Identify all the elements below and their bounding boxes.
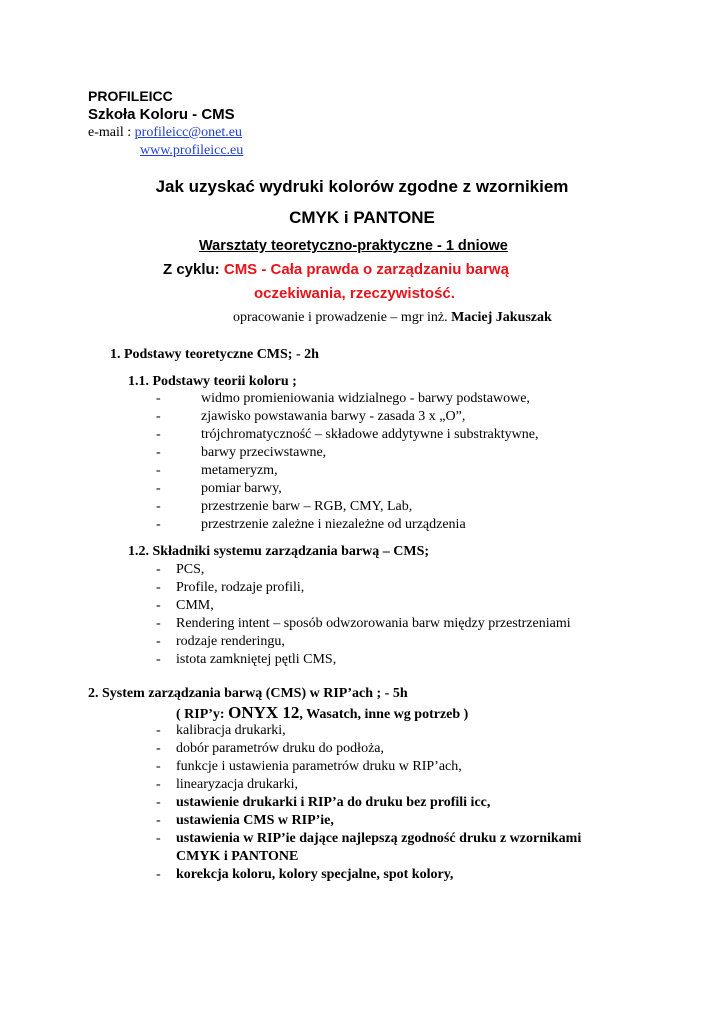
list-item: pomiar barwy, bbox=[201, 481, 282, 496]
list-item: barwy przeciwstawne, bbox=[201, 445, 327, 460]
school-name: Szkoła Koloru - CMS bbox=[88, 106, 235, 123]
bullet-dash: - bbox=[156, 463, 161, 478]
list-item: trójchromatyczność – składowe addytywne i substraktywne, bbox=[201, 427, 539, 442]
section-1-heading: 1. Podstawy teoretyczne CMS; - 2h bbox=[110, 347, 319, 362]
list-item: funkcje i ustawienia parametrów druku w RIP’ach, bbox=[176, 759, 462, 774]
author-prefix: opracowanie i prowadzenie – mgr inż. bbox=[233, 310, 448, 325]
website-link[interactable]: www.profileicc.eu bbox=[140, 143, 244, 158]
list-item: ustawienia w RIP’ie dające najlepszą zgodność druku z wzornikami bbox=[176, 831, 582, 846]
bullet-dash: - bbox=[156, 391, 161, 406]
bullet-dash: - bbox=[156, 616, 161, 631]
list-item: ustawienie drukarki i RIP’a do druku bez profili icc, bbox=[176, 795, 491, 810]
cycle-subtitle: oczekiwania, rzeczywistość. bbox=[254, 285, 455, 302]
rip-rest: , Wasatch, inne wg potrzeb ) bbox=[299, 707, 469, 722]
cycle-title: CMS - Cała prawda o zarządzaniu barwą bbox=[223, 261, 509, 278]
bullet-dash: - bbox=[156, 795, 161, 810]
list-item: istota zamkniętej pętli CMS, bbox=[176, 652, 337, 667]
list-item: widmo promieniowania widzialnego - barwy podstawowe, bbox=[201, 391, 530, 406]
author-name: Maciej Jakuszak bbox=[451, 310, 552, 325]
list-item: Rendering intent – sposób odwzorowania barw między przestrzeniami bbox=[176, 616, 571, 631]
bullet-dash: - bbox=[156, 652, 161, 667]
section-2-heading: 2. System zarządzania barwą (CMS) w RIP’ach ; - 5h bbox=[88, 686, 408, 701]
org-name: PROFILEICC bbox=[88, 88, 173, 104]
section-1-1-heading: 1.1. Podstawy teorii koloru ; bbox=[128, 374, 297, 389]
bullet-dash: - bbox=[156, 759, 161, 774]
bullet-dash: - bbox=[156, 427, 161, 442]
bullet-dash: - bbox=[156, 445, 161, 460]
list-item: zjawisko powstawania barwy - zasada 3 x „O”, bbox=[201, 409, 466, 424]
email-line bbox=[88, 125, 242, 141]
cycle-label: Z cyklu: bbox=[163, 261, 220, 278]
bullet-dash: - bbox=[156, 777, 161, 792]
list-item: linearyzacja drukarki, bbox=[176, 777, 299, 792]
email-link[interactable]: profileicc@onet.eu bbox=[134, 125, 243, 140]
list-item: ustawienia CMS w RIP’ie, bbox=[176, 813, 334, 828]
rip-onyx: ONYX 12 bbox=[228, 703, 300, 722]
rip-open: ( RIP’y: bbox=[176, 707, 225, 722]
list-item: korekcja koloru, kolory specjalne, spot kolory, bbox=[176, 867, 454, 882]
workshop-subtitle: Warsztaty teoretyczno-praktyczne - 1 dniowe bbox=[199, 238, 508, 254]
email-label: e-mail : bbox=[88, 125, 132, 140]
list-item: PCS, bbox=[176, 562, 205, 577]
rip-line bbox=[176, 703, 468, 723]
bullet-dash: - bbox=[156, 867, 161, 882]
cycle-line bbox=[163, 261, 509, 278]
list-item: przestrzenie barw – RGB, CMY, Lab, bbox=[201, 499, 413, 514]
list-item: przestrzenie zależne i niezależne od urządzenia bbox=[201, 517, 466, 532]
list-item: Profile, rodzaje profili, bbox=[176, 580, 305, 595]
bullet-dash: - bbox=[156, 831, 161, 846]
list-item: rodzaje renderingu, bbox=[176, 634, 285, 649]
bullet-dash: - bbox=[156, 741, 161, 756]
title-line-2: CMYK i PANTONE bbox=[289, 208, 435, 227]
bullet-dash: - bbox=[156, 481, 161, 496]
list-item: kalibracja drukarki, bbox=[176, 723, 286, 738]
bullet-dash: - bbox=[156, 598, 161, 613]
bullet-dash: - bbox=[156, 409, 161, 424]
bullet-dash: - bbox=[156, 580, 161, 595]
list-item: dobór parametrów druku do podłoża, bbox=[176, 741, 384, 756]
list-item: metameryzm, bbox=[201, 463, 278, 478]
bullet-dash: - bbox=[156, 723, 161, 738]
bullet-dash: - bbox=[156, 813, 161, 828]
title-line-1: Jak uzyskać wydruki kolorów zgodne z wzornikiem bbox=[155, 177, 569, 196]
bullet-dash: - bbox=[156, 634, 161, 649]
list-item: CMM, bbox=[176, 598, 214, 613]
bullet-dash: - bbox=[156, 517, 161, 532]
section-1-2-heading: 1.2. Składniki systemu zarządzania barwą – CMS; bbox=[128, 544, 430, 559]
bullet-dash: - bbox=[156, 562, 161, 577]
author-line bbox=[233, 310, 552, 326]
bullet-dash: - bbox=[156, 499, 161, 514]
list-item-continuation: CMYK i PANTONE bbox=[176, 849, 299, 864]
